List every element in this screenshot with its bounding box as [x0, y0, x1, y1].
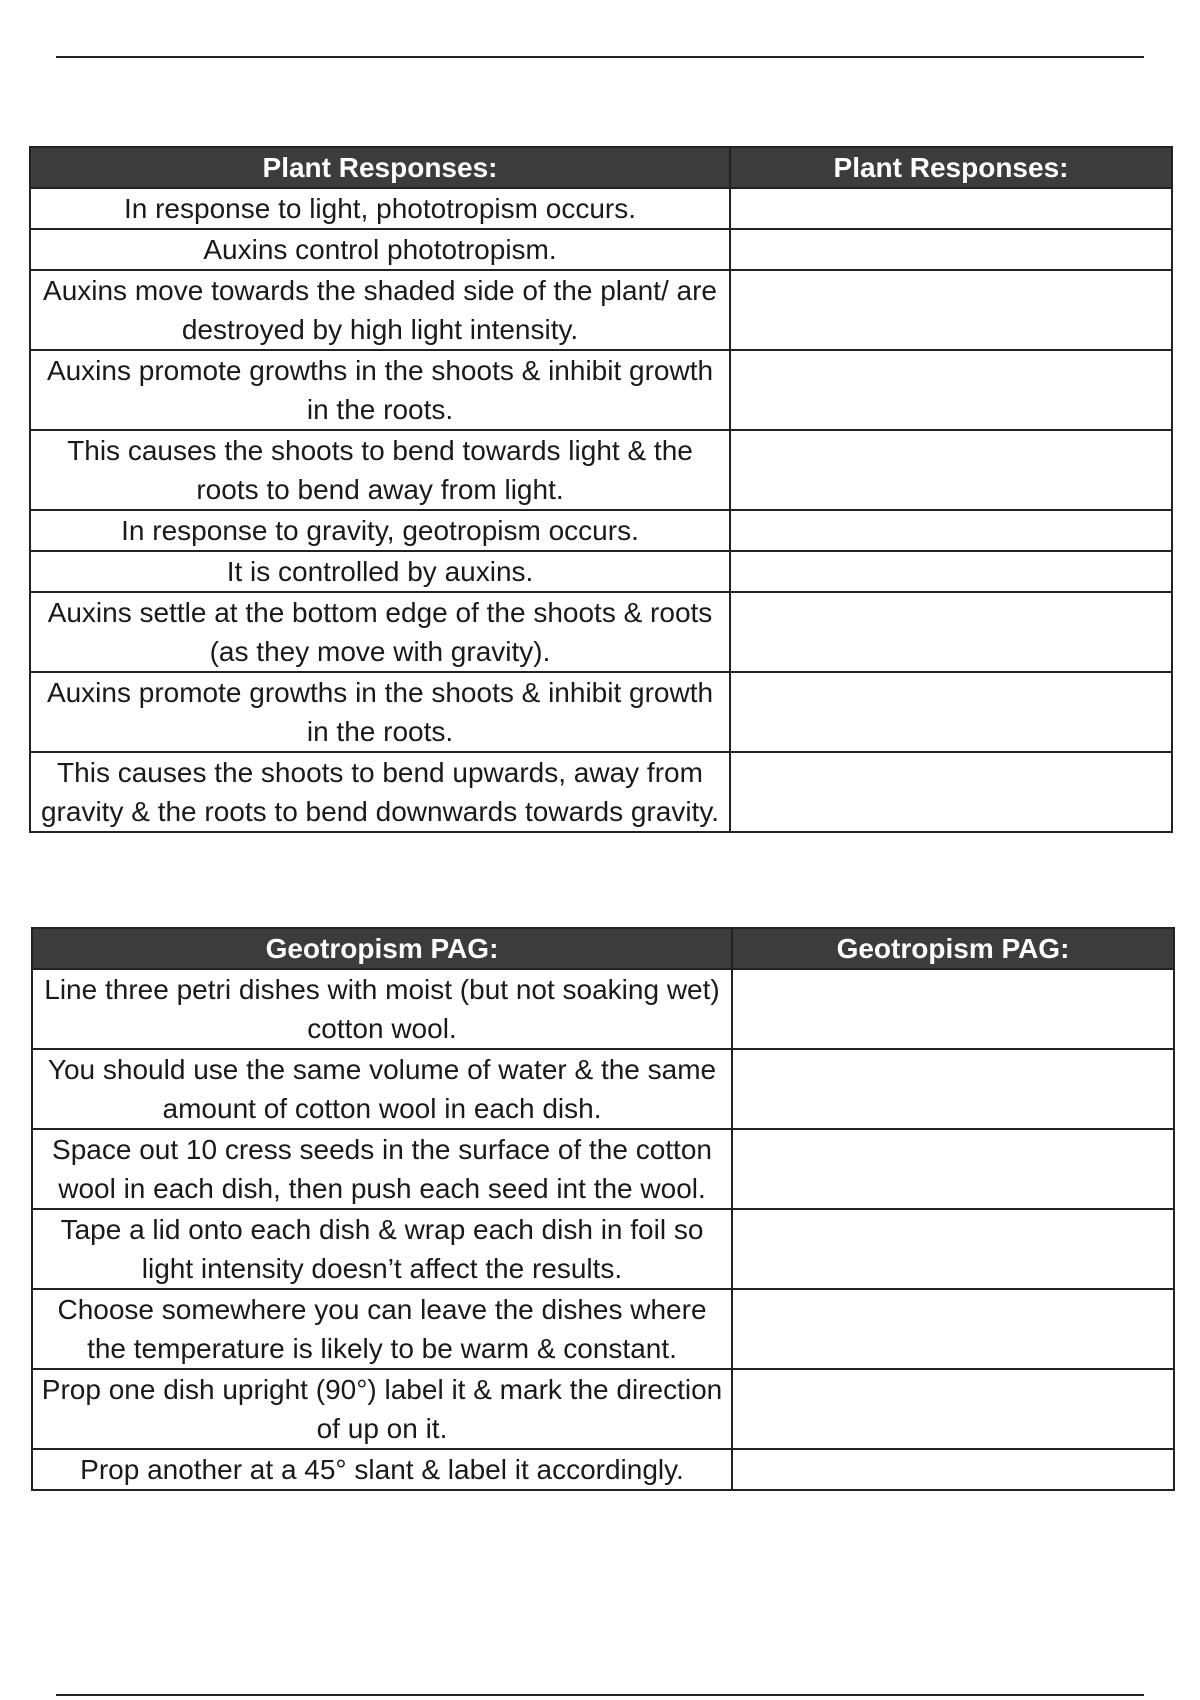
answer-cell[interactable]	[732, 1049, 1174, 1129]
answer-cell[interactable]	[732, 1129, 1174, 1209]
table-row	[30, 350, 1172, 430]
table-row	[30, 270, 1172, 350]
statement-cell: Line three petri dishes with moist (but not soaking wet) cotton wool.	[32, 969, 732, 1049]
table-row	[30, 229, 1172, 270]
statement-cell: Auxins promote growths in the shoots & inhibit growth in the roots.	[30, 672, 730, 752]
answer-cell[interactable]	[732, 1209, 1174, 1289]
table-row	[30, 510, 1172, 551]
geotropism-pag-header: Geotropism PAG:	[32, 928, 732, 969]
answer-cell[interactable]	[730, 592, 1172, 672]
geotropism-pag-header-answer: Geotropism PAG:	[732, 928, 1174, 969]
statement-cell: Auxins move towards the shaded side of the plant/ are destroyed by high light intensity.	[30, 270, 730, 350]
answer-cell[interactable]	[730, 350, 1172, 430]
statement-cell: Auxins control phototropism.	[30, 229, 730, 270]
answer-cell[interactable]	[732, 1289, 1174, 1369]
answer-cell[interactable]	[730, 270, 1172, 350]
plant-responses-header-answer: Plant Responses:	[730, 147, 1172, 188]
table-row	[32, 1209, 1174, 1289]
answer-cell[interactable]	[732, 1369, 1174, 1449]
statement-cell: Prop one dish upright (90°) label it & mark the direction of up on it.	[32, 1369, 732, 1449]
answer-cell[interactable]	[732, 1449, 1174, 1490]
table-row	[30, 592, 1172, 672]
table-header-row	[30, 147, 1172, 188]
answer-cell[interactable]	[730, 188, 1172, 229]
table-row	[32, 1129, 1174, 1209]
table-row	[32, 1369, 1174, 1449]
answer-cell[interactable]	[730, 229, 1172, 270]
statement-cell: Auxins promote growths in the shoots & inhibit growth in the roots.	[30, 350, 730, 430]
answer-cell[interactable]	[730, 752, 1172, 832]
statement-cell: You should use the same volume of water & the same amount of cotton wool in each dish.	[32, 1049, 732, 1129]
statement-cell: It is controlled by auxins.	[30, 551, 730, 592]
table-row	[32, 969, 1174, 1049]
statement-cell: Prop another at a 45° slant & label it accordingly.	[32, 1449, 732, 1490]
statement-cell: Auxins settle at the bottom edge of the shoots & roots (as they move with gravity).	[30, 592, 730, 672]
answer-cell[interactable]	[730, 510, 1172, 551]
footer-rule	[56, 1694, 1144, 1696]
table-row	[30, 551, 1172, 592]
plant-responses-table	[29, 146, 1173, 833]
statement-cell: Choose somewhere you can leave the dishes where the temperature is likely to be warm & constant.	[32, 1289, 732, 1369]
table-row	[30, 752, 1172, 832]
table-row	[32, 1049, 1174, 1129]
statement-cell: This causes the shoots to bend upwards, away from gravity & the roots to bend downwards towards gravity.	[30, 752, 730, 832]
table-header-row	[32, 928, 1174, 969]
header-rule	[56, 56, 1144, 58]
table-row	[30, 188, 1172, 229]
statement-cell: This causes the shoots to bend towards light & the roots to bend away from light.	[30, 430, 730, 510]
table-row	[30, 672, 1172, 752]
answer-cell[interactable]	[732, 969, 1174, 1049]
answer-cell[interactable]	[730, 430, 1172, 510]
statement-cell: Space out 10 cress seeds in the surface of the cotton wool in each dish, then push each seed int the wool.	[32, 1129, 732, 1209]
statement-cell: Tape a lid onto each dish & wrap each dish in foil so light intensity doesn’t affect the results.	[32, 1209, 732, 1289]
table-row	[32, 1449, 1174, 1490]
plant-responses-header: Plant Responses:	[30, 147, 730, 188]
statement-cell: In response to gravity, geotropism occurs.	[30, 510, 730, 551]
answer-cell[interactable]	[730, 672, 1172, 752]
table-row	[32, 1289, 1174, 1369]
geotropism-pag-table	[31, 927, 1175, 1491]
table-row	[30, 430, 1172, 510]
answer-cell[interactable]	[730, 551, 1172, 592]
statement-cell: In response to light, phototropism occurs.	[30, 188, 730, 229]
